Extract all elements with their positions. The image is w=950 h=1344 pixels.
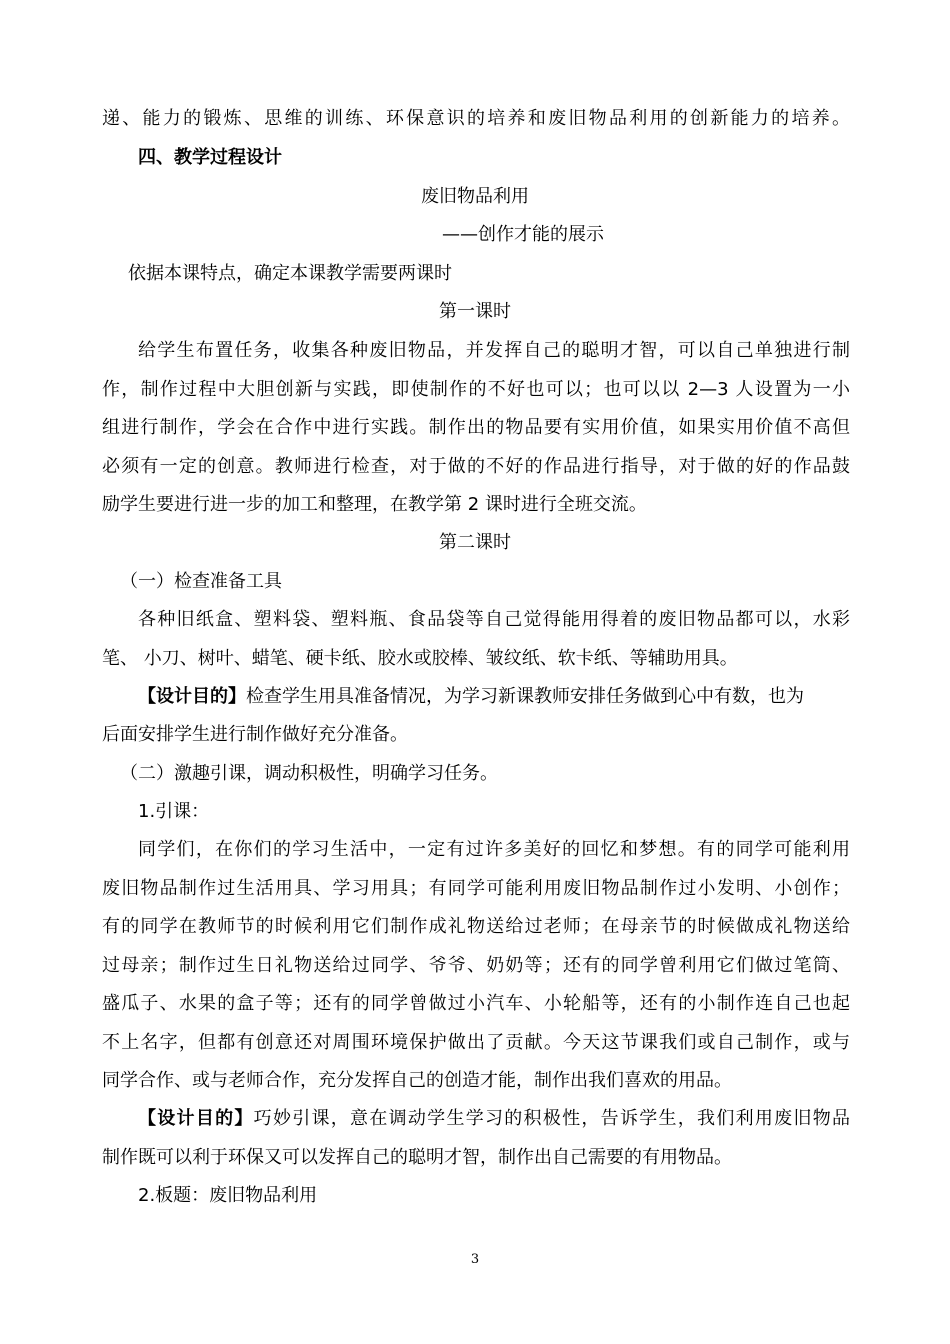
paragraph-line: 有的同学在教师节的时候利用它们制作成礼物送给过老师；在母亲节的时候做成礼物送给 <box>102 916 850 937</box>
paragraph-line: 盛瓜子、水果的盒子等；还有的同学曾做过小汽车、小轮船等，还有的小制作连自己也起 <box>102 993 850 1014</box>
paragraph-line: 制作既可以利于环保又可以发挥自己的聪明才智，制作出自己需要的有用物品。 <box>102 1147 732 1168</box>
design-purpose-text: 检查学生用具准备情况，为学习新课教师安排任务做到心中有数，也为 <box>246 686 804 707</box>
paragraph-line: 依据本课特点，确定本课教学需要两课时 <box>128 263 452 284</box>
paragraph-line: 组进行制作，学会在合作中进行实践。制作出的物品要有实用价值，如果实用价值不高但 <box>102 417 850 438</box>
paragraph-line: 作，制作过程中大胆创新与实践，即使制作的不好也可以；也可以以 2—3 人设置为一小 <box>102 379 850 400</box>
item-heading: 2.板题：废旧物品利用 <box>138 1185 318 1206</box>
design-purpose-label: 【设计目的】 <box>138 686 246 707</box>
paragraph-line: 同学们，在你们的学习生活中，一定有过许多美好的回忆和梦想。有的同学可能利用 <box>138 839 850 860</box>
subsection-heading: （一）检查准备工具 <box>120 571 282 592</box>
item-heading: 1.引课： <box>138 801 210 822</box>
page-number: 3 <box>470 1252 480 1267</box>
paragraph-line: 各种旧纸盒、塑料袋、塑料瓶、食品袋等自己觉得能用得着的废旧物品都可以，水彩 <box>138 609 850 630</box>
period-heading-2: 第二课时 <box>439 532 511 553</box>
period-heading-1: 第一课时 <box>439 301 511 322</box>
design-purpose-label: 【设计目的】 <box>138 1108 254 1129</box>
section-heading: 四、教学过程设计 <box>138 147 282 168</box>
paragraph-line: 笔、 小刀、树叶、蜡笔、硬卡纸、胶水或胶棒、皱纹纸、软卡纸、等辅助用具。 <box>102 648 738 669</box>
paragraph-line: 废旧物品制作过生活用具、学习用具；有同学可能利用废旧物品制作过小发明、小创作； <box>102 878 850 899</box>
paragraph-line: 励学生要进行进一步的加工和整理，在教学第 2 课时进行全班交流。 <box>102 494 647 515</box>
lesson-subtitle: ——创作才能的展示 <box>442 224 604 245</box>
paragraph-line: 必须有一定的创意。教师进行检查，对于做的不好的作品进行指导，对于做的好的作品鼓 <box>102 456 850 477</box>
paragraph-line: 递、能力的锻炼、思维的训练、环保意识的培养和废旧物品利用的创新能力的培养。 <box>102 108 850 129</box>
paragraph-line: 同学合作、或与老师合作，充分发挥自己的创造才能，制作出我们喜欢的用品。 <box>102 1070 732 1091</box>
paragraph-line: 给学生布置任务，收集各种废旧物品，并发挥自己的聪明才智，可以自己单独进行制 <box>138 340 850 361</box>
paragraph-line: 过母亲；制作过生日礼物送给过同学、爷爷、奶奶等；还有的同学曾利用它们做过笔筒、 <box>102 955 850 976</box>
design-purpose-text: 巧妙引课，意在调动学生学习的积极性，告诉学生，我们利用废旧物品 <box>253 1108 851 1129</box>
paragraph-line: 后面安排学生进行制作做好充分准备。 <box>102 724 408 745</box>
lesson-title: 废旧物品利用 <box>421 186 529 207</box>
paragraph-line: 不上名字，但都有创意还对周围环境保护做出了贡献。今天这节课我们或自己制作，或与 <box>102 1032 850 1053</box>
subsection-heading: （二）激趣引课，调动积极性，明确学习任务。 <box>120 763 498 784</box>
design-purpose-line <box>138 1106 850 1132</box>
design-purpose-line <box>138 684 950 710</box>
